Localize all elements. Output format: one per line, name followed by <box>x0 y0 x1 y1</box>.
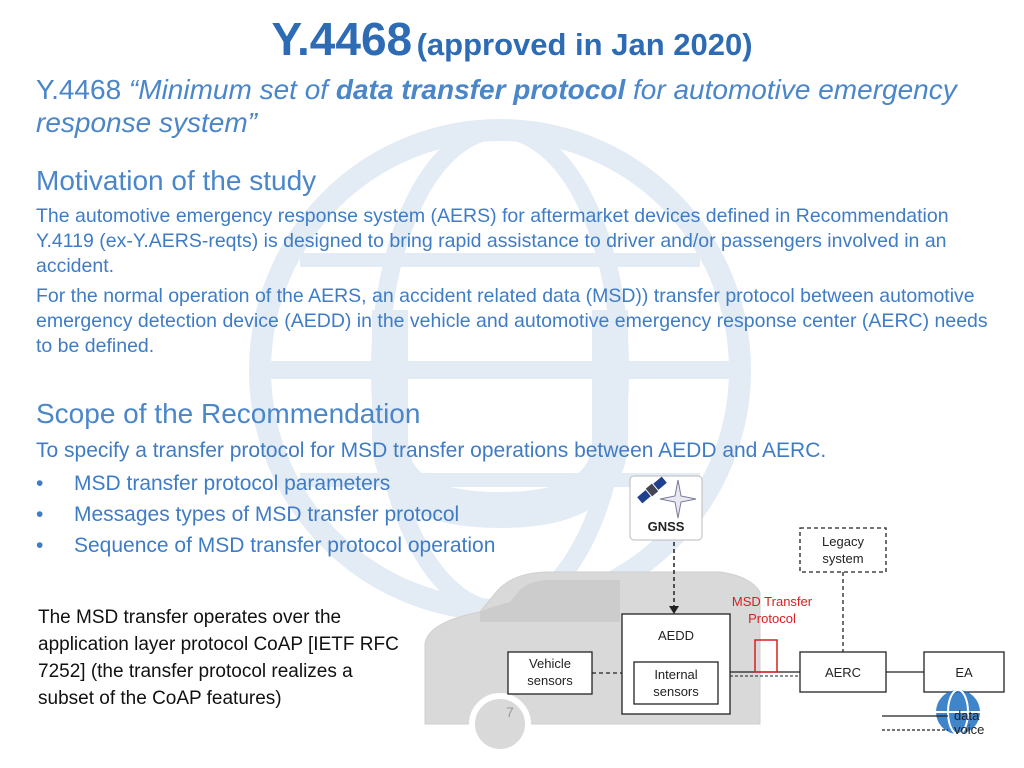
aers-architecture-diagram <box>420 472 1024 768</box>
title-main: Y.4468 <box>271 13 413 65</box>
legacy-label-line2: system <box>822 551 864 566</box>
motivation-paragraph-1: The automotive emergency response system (AERS) for aftermarket devices defined in Recommendation Y.4119 (ex-Y.AERS-reqts) is designed to bring rapid assistance to driver and/or passengers involved in an accident. <box>36 205 949 277</box>
legend-voice-label: voice <box>954 722 985 737</box>
motivation-paragraph-2: For the normal operation of the AERS, an accident related data (MSD)) transfer protocol between automotive emergency detection device (AEDD) in the vehicle and automotive emergency response center (AERC) needs to be defined. <box>36 285 988 357</box>
scope-heading: Scope of the Recommendation <box>36 398 421 429</box>
subtitle-prefix: Y.4468 <box>36 74 129 105</box>
msd-protocol-label-line2: Protocol <box>748 611 796 626</box>
bullet-text: MSD transfer protocol parameters <box>74 472 391 495</box>
subtitle-italic-2: for automotive emergency response system” <box>36 74 957 138</box>
bullet-text: Sequence of MSD transfer protocol operation <box>74 534 496 557</box>
subtitle-italic-1: “Minimum set of <box>128 74 336 105</box>
bullet-icon: • <box>36 503 44 526</box>
bullet-icon: • <box>36 534 44 557</box>
bullet-icon: • <box>36 472 44 495</box>
bullet-text: Messages types of MSD transfer protocol <box>74 503 460 526</box>
title-sub: (approved in Jan 2020) <box>416 27 753 62</box>
vehicle-sensors-line1: Vehicle <box>529 656 571 671</box>
internal-sensors-line2: sensors <box>653 684 699 699</box>
legend-data-label: data <box>954 708 980 723</box>
aedd-label: AEDD <box>657 628 695 643</box>
aerc-label: AERC <box>824 665 862 680</box>
msd-protocol-label-line1: MSD Transfer <box>731 594 813 609</box>
legacy-label-line1: Legacy <box>822 534 864 549</box>
slide-title <box>0 12 1024 66</box>
internal-sensors-line1: Internal <box>654 667 698 682</box>
recommendation-subtitle <box>36 73 976 139</box>
ea-label: EA <box>955 665 973 680</box>
scope-paragraph: To specify a transfer protocol for MSD transfer operations between AEDD and AERC. <box>36 439 827 462</box>
motivation-heading: Motivation of the study <box>36 165 317 196</box>
car-wheel-icon <box>472 696 528 752</box>
gnss-label: GNSS <box>647 519 685 534</box>
page-number: 7 <box>506 704 514 720</box>
coap-note: The MSD transfer operates over the application layer protocol CoAP [IETF RFC 7252] (the transfer protocol realizes a subset of the CoAP features) <box>38 607 399 709</box>
subtitle-bold: data transfer protocol <box>335 74 626 105</box>
vehicle-sensors-line2: sensors <box>527 673 573 688</box>
